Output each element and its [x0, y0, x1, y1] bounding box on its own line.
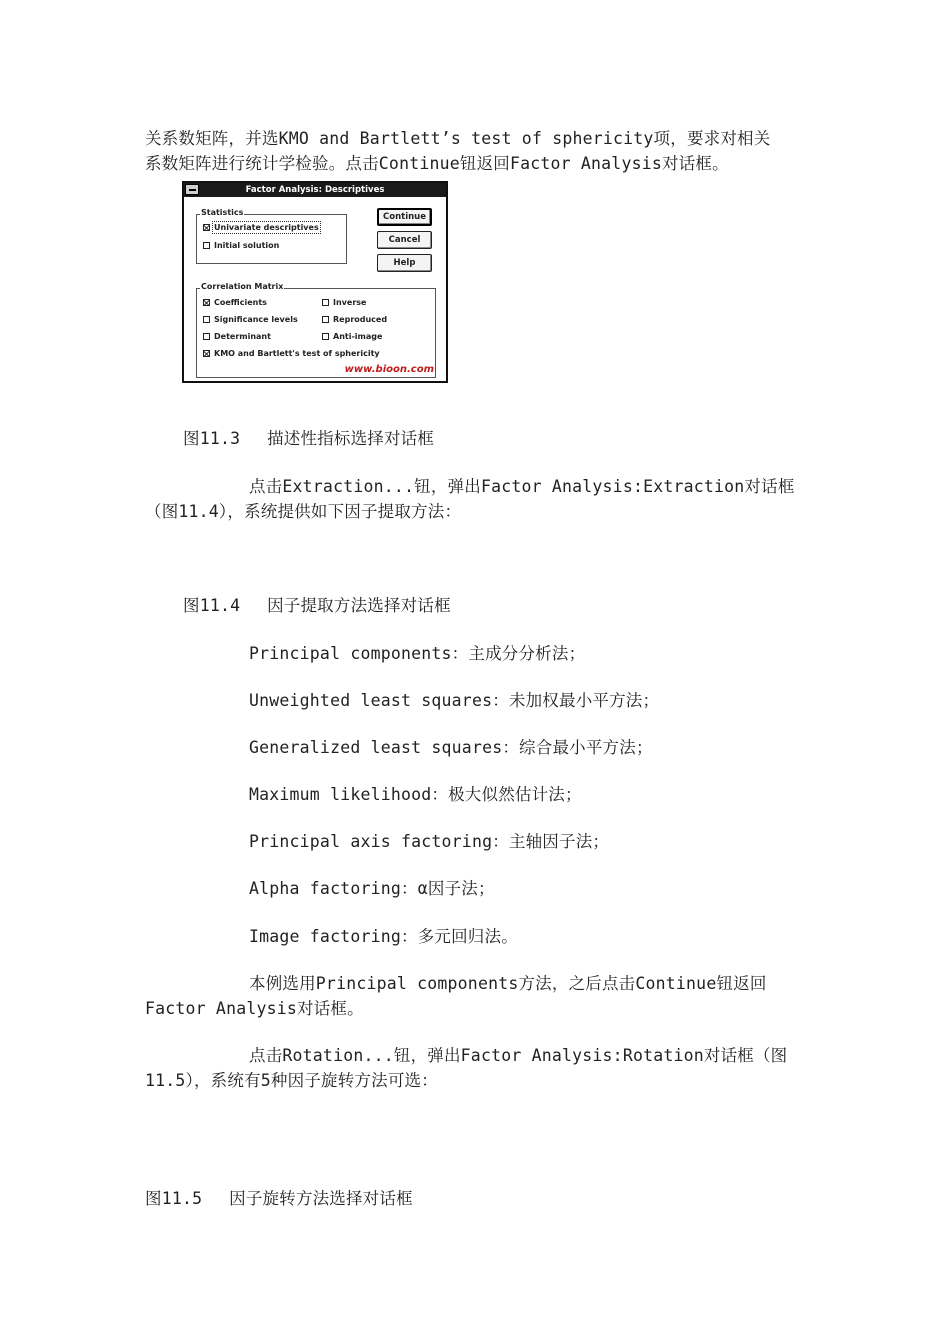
rotation-line-2: 11.5），系统有5种因子旋转方法可选：: [145, 1071, 438, 1090]
figure-11-4-caption: 图11.4 因子提取方法选择对话框: [183, 596, 451, 615]
watermark-text: www.bioon.com: [344, 364, 434, 375]
intro-line-1: 关系数矩阵，并选KMO and Bartlett’s test of sphericity项，要求对相关: [145, 129, 771, 148]
checkbox-unchecked-icon: [322, 316, 329, 323]
method-item: Principal axis factoring：主轴因子法；: [249, 832, 610, 851]
choice-line-1: 本例选用Principal components方法，之后点击Continue钮返回: [249, 974, 767, 993]
extraction-line-2: （图11.4），系统提供如下因子提取方法：: [145, 502, 462, 521]
dialog-title: Factor Analysis: Descriptives: [245, 185, 385, 195]
method-item: Alpha factoring：α因子法；: [249, 879, 495, 898]
help-button[interactable]: Help: [377, 254, 432, 272]
method-item: Unweighted least squares：未加权最小平方法；: [249, 691, 660, 710]
coefficients-checkbox[interactable]: [203, 298, 267, 307]
rotation-line-1: 点击Rotation...钮，弹出Factor Analysis:Rotation对话框（图: [249, 1046, 788, 1065]
initial-solution-checkbox[interactable]: [203, 241, 279, 250]
extraction-line-1: 点击Extraction...钮，弹出Factor Analysis:Extraction对话框: [249, 477, 795, 496]
inverse-label: Inverse: [333, 298, 367, 307]
statistics-group: [196, 208, 347, 264]
significance-checkbox[interactable]: [203, 315, 298, 324]
coefficients-label: Coefficients: [214, 298, 267, 307]
reproduced-checkbox[interactable]: [322, 315, 387, 324]
intro-line-2: 系数矩阵进行统计学检验。点击Continue钮返回Factor Analysis对话框。: [145, 154, 729, 173]
continue-button[interactable]: Continue: [377, 208, 432, 226]
checkbox-checked-icon: [203, 299, 210, 306]
method-item: Image factoring：多元回归法。: [249, 927, 518, 946]
inverse-checkbox[interactable]: [322, 298, 366, 307]
figure-11-5-caption: 图11.5 因子旋转方法选择对话框: [145, 1189, 413, 1208]
descriptives-dialog: [182, 181, 448, 383]
univariate-checkbox[interactable]: [203, 223, 319, 232]
checkbox-unchecked-icon: [203, 242, 210, 249]
cancel-button[interactable]: Cancel: [377, 231, 432, 249]
method-item: Generalized least squares：综合最小平方法；: [249, 738, 653, 757]
checkbox-unchecked-icon: [203, 316, 210, 323]
anti-image-label: Anti-image: [333, 332, 383, 341]
dialog-titlebar: [184, 183, 446, 197]
checkbox-checked-icon: [203, 224, 210, 231]
anti-image-checkbox[interactable]: [322, 332, 382, 341]
checkbox-unchecked-icon: [322, 333, 329, 340]
kmo-bartlett-checkbox[interactable]: [203, 349, 380, 358]
checkbox-checked-icon: [203, 350, 210, 357]
kmo-bartlett-label: KMO and Bartlett's test of sphericity: [214, 349, 380, 358]
correlation-group-label: Correlation Matrix: [201, 282, 284, 291]
method-item: Principal components：主成分分析法；: [249, 644, 586, 663]
determinant-checkbox[interactable]: [203, 332, 271, 341]
method-item: Maximum likelihood：极大似然估计法；: [249, 785, 582, 804]
initial-solution-label: Initial solution: [214, 241, 280, 250]
dialog-body: [184, 197, 446, 381]
reproduced-label: Reproduced: [333, 315, 388, 324]
figure-11-3-caption: 图11.3 描述性指标选择对话框: [183, 429, 435, 448]
checkbox-unchecked-icon: [322, 299, 329, 306]
choice-line-2: Factor Analysis对话框。: [145, 999, 364, 1018]
system-menu-icon[interactable]: [185, 184, 199, 195]
univariate-label: Univariate descriptives: [214, 223, 319, 232]
significance-label: Significance levels: [214, 315, 298, 324]
statistics-group-label: Statistics: [201, 208, 244, 217]
checkbox-unchecked-icon: [203, 333, 210, 340]
determinant-label: Determinant: [214, 332, 271, 341]
